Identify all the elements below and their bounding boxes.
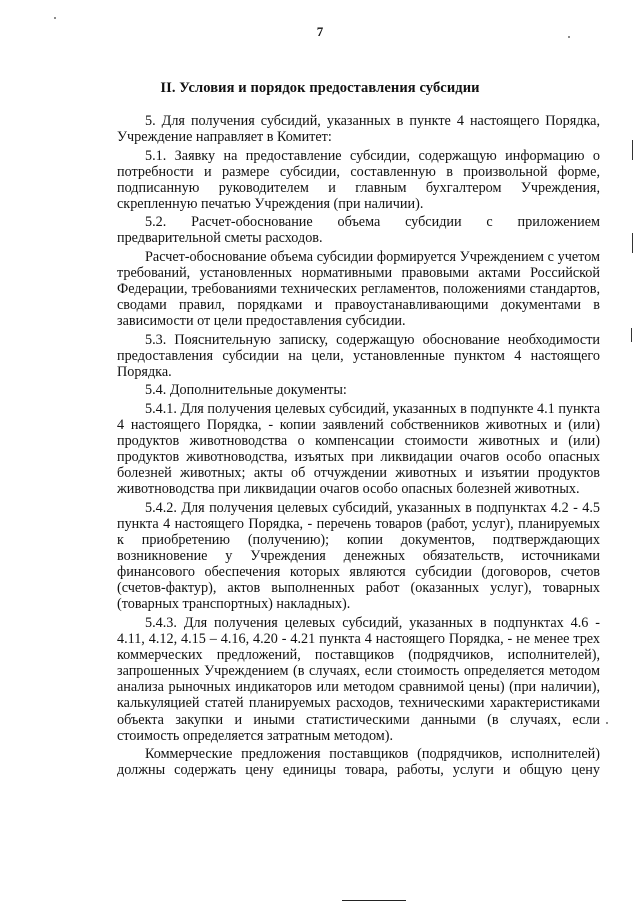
paragraph-5-4-3: 5.4.3. Для получения целевых субсидий, указанных в подпунктах 4.6 - 4.11, 4.12, 4.15 – 4.16, 4.20 - 4.21 пункта 4 настоящего Порядка, - не менее трех коммерческих предложений, поставщиков (подрядчиков, исполнителей), запрошенных Учреждением (в случаях, если стоимость определяется методом анализа рыночных индикаторов или методом сравнимой цены) (при наличии), калькуляцией статей планируемых расходов, техническими характеристиками объекта закупки и иными статистическими данными (в случаях, если стоимость определяется затратным методом). <box>117 614 600 744</box>
scan-margin-mark <box>631 328 632 342</box>
paragraph-commercial-offers: Коммерческие предложения поставщиков (подрядчиков, исполнителей) должны содержать цену единицы товара, работы, услуги и общую цену <box>117 746 600 779</box>
bottom-rule <box>342 900 406 901</box>
scan-speck <box>606 722 608 724</box>
paragraph-5-4: 5.4. Дополнительные документы: <box>145 382 347 399</box>
page-number: 7 <box>316 24 324 39</box>
paragraph-calculation: Расчет-обоснование объема субсидии формируется Учреждением с учетом требований, установленных нормативными правовыми актами Российской Федерации, требованиями технических регламентов, положениями стандартов, сводами правил, порядками и правоустанавливающими документами в зависимости от цели предоставления субсидии. <box>117 248 600 330</box>
paragraph-5-4-1: 5.4.1. Для получения целевых субсидий, указанных в подпункте 4.1 пункта 4 настоящего Порядка, - копии заявлений собственников животных и (или) продуктов животноводства о компенсации стоимости животных и (или) продуктов животноводства, изъятых при ликвидации очагов особо опасных болезней животных; акты об отчуждении животных и изъятии продуктов животноводства при ликвидации очагов особо опасных болезней животных. <box>117 400 600 498</box>
document-body <box>117 113 600 781</box>
paragraph-5-2: 5.2. Расчет-обоснование объема субсидии с приложением предварительной сметы расходов. <box>117 214 600 247</box>
paragraph-5-1: 5.1. Заявку на предоставление субсидии, содержащую информацию о потребности и размере субсидии, составленную в произвольной форме, подписанную руководителем и главным бухгалтером Учреждения, скрепленную печатью Учреждения (при наличии). <box>117 147 600 212</box>
scan-speck <box>568 36 570 38</box>
paragraph-5-4-2: 5.4.2. Для получения целевых субсидий, указанных в подпунктах 4.2 - 4.5 пункта 4 настоящего Порядка, - перечень товаров (работ, услуг), планируемых к приобретению (получению); копии документов, подтверждающих возникновение у Учреждения денежных обязательств, источниками финансового обеспечения которых являются субсидии (договоров, счетов (счетов-фактур), актов выполненных работ (оказанных услуг), товарных (товарных транспортных) накладных). <box>117 499 600 613</box>
scan-margin-mark <box>632 140 633 160</box>
paragraph-5-3: 5.3. Пояснительную записку, содержащую обоснование необходимости предоставления субсидии на цели, установленные пунктом 4 настоящего Порядка. <box>117 331 600 380</box>
scan-speck <box>54 17 56 19</box>
scan-margin-mark <box>632 233 633 253</box>
section-title: II. Условия и порядок предоставления субсидии <box>160 80 480 96</box>
paragraph-5: 5. Для получения субсидий, указанных в пункте 4 настоящего Порядка, Учреждение направляет в Комитет: <box>117 113 600 146</box>
